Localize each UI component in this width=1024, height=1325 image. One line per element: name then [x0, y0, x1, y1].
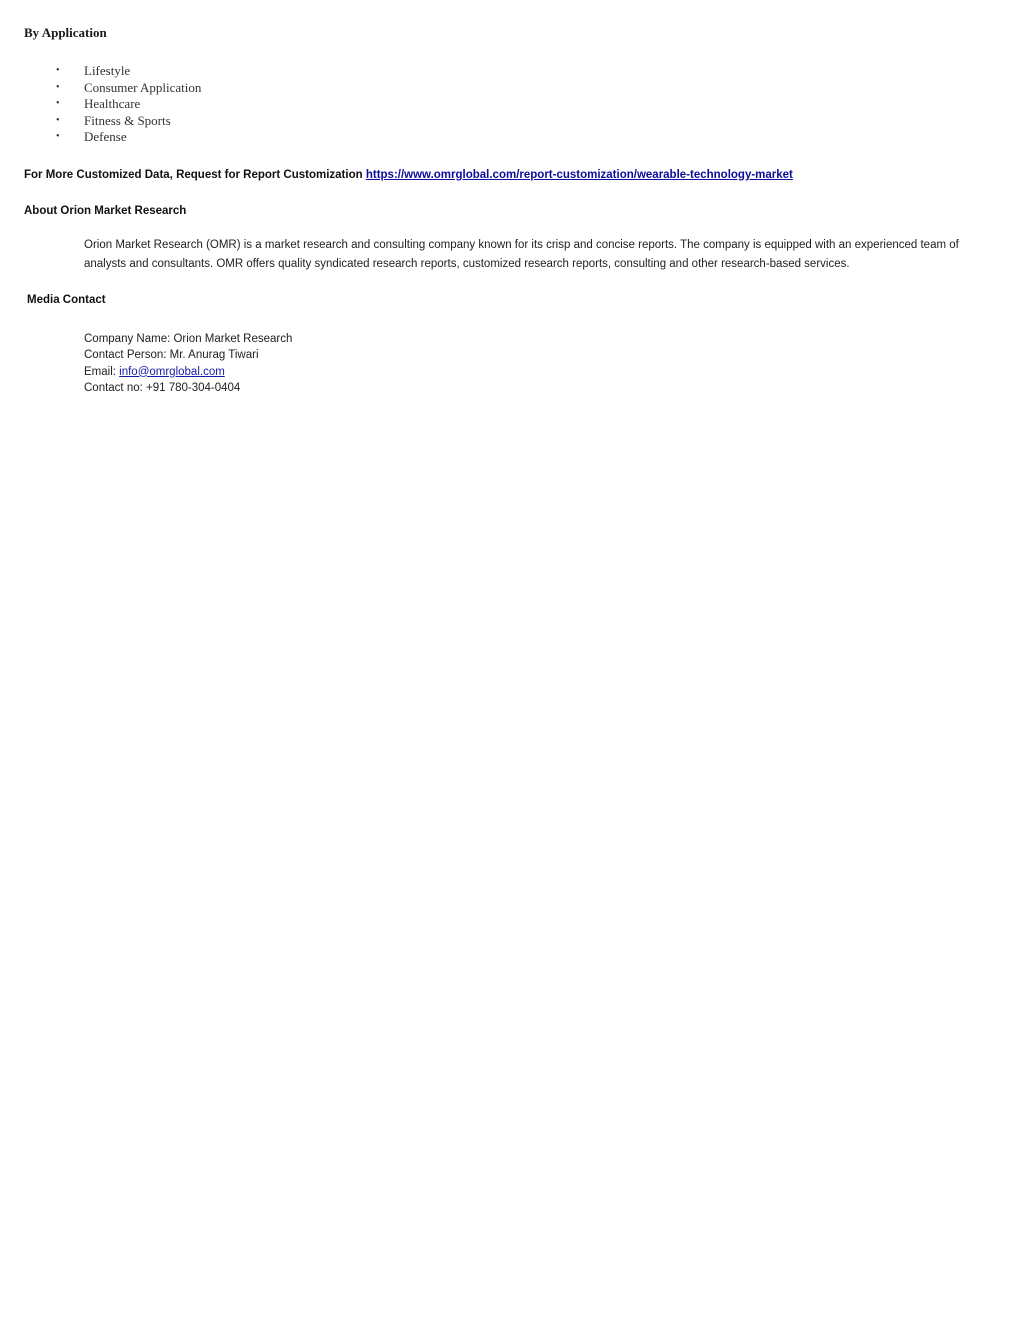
list-item: [24, 80, 201, 97]
list-item-label: Defense: [84, 129, 127, 144]
list-item-label: Healthcare: [84, 96, 141, 111]
list-item: [24, 129, 201, 146]
email-link[interactable]: info@omrglobal.com: [119, 365, 225, 378]
email-label: Email:: [84, 365, 120, 378]
customization-request: [24, 169, 793, 181]
bullet-icon: •: [56, 131, 60, 142]
list-item: [24, 63, 201, 80]
about-body: Orion Market Research (OMR) is a market research and consulting company known for its crisp and concise reports. The company is equipped with an experienced team of analysts and consultants. OMR offers quality syndicated research reports, customized research reports, consulting and other research-based services.: [84, 239, 959, 270]
contact-details: [84, 331, 292, 396]
contact-number: Contact no: +91 780-304-0404: [84, 381, 241, 394]
contact-person: Contact Person: Mr. Anurag Tiwari: [84, 349, 259, 362]
company-name: Company Name: Orion Market Research: [84, 333, 293, 345]
about-heading: About Orion Market Research: [24, 205, 187, 217]
application-list: [24, 63, 201, 146]
list-item-label: Lifestyle: [84, 63, 131, 78]
section-heading-by-application: By Application: [24, 25, 107, 40]
bullet-icon: •: [56, 114, 60, 126]
bullet-icon: •: [56, 98, 60, 109]
bullet-icon: •: [56, 81, 60, 93]
report-customization-link[interactable]: https://www.omrglobal.com/report-customization/wearable-technology-market: [365, 169, 793, 181]
customization-text: For More Customized Data, Request for Report Customization: [24, 169, 363, 181]
list-item-label: Consumer Application: [84, 79, 202, 95]
email-line: [84, 364, 292, 380]
list-item-label: Fitness & Sports: [84, 112, 171, 128]
list-item: [24, 96, 201, 113]
media-contact-heading: Media Contact: [27, 294, 106, 306]
bullet-icon: •: [56, 65, 60, 76]
list-item: [24, 113, 201, 130]
